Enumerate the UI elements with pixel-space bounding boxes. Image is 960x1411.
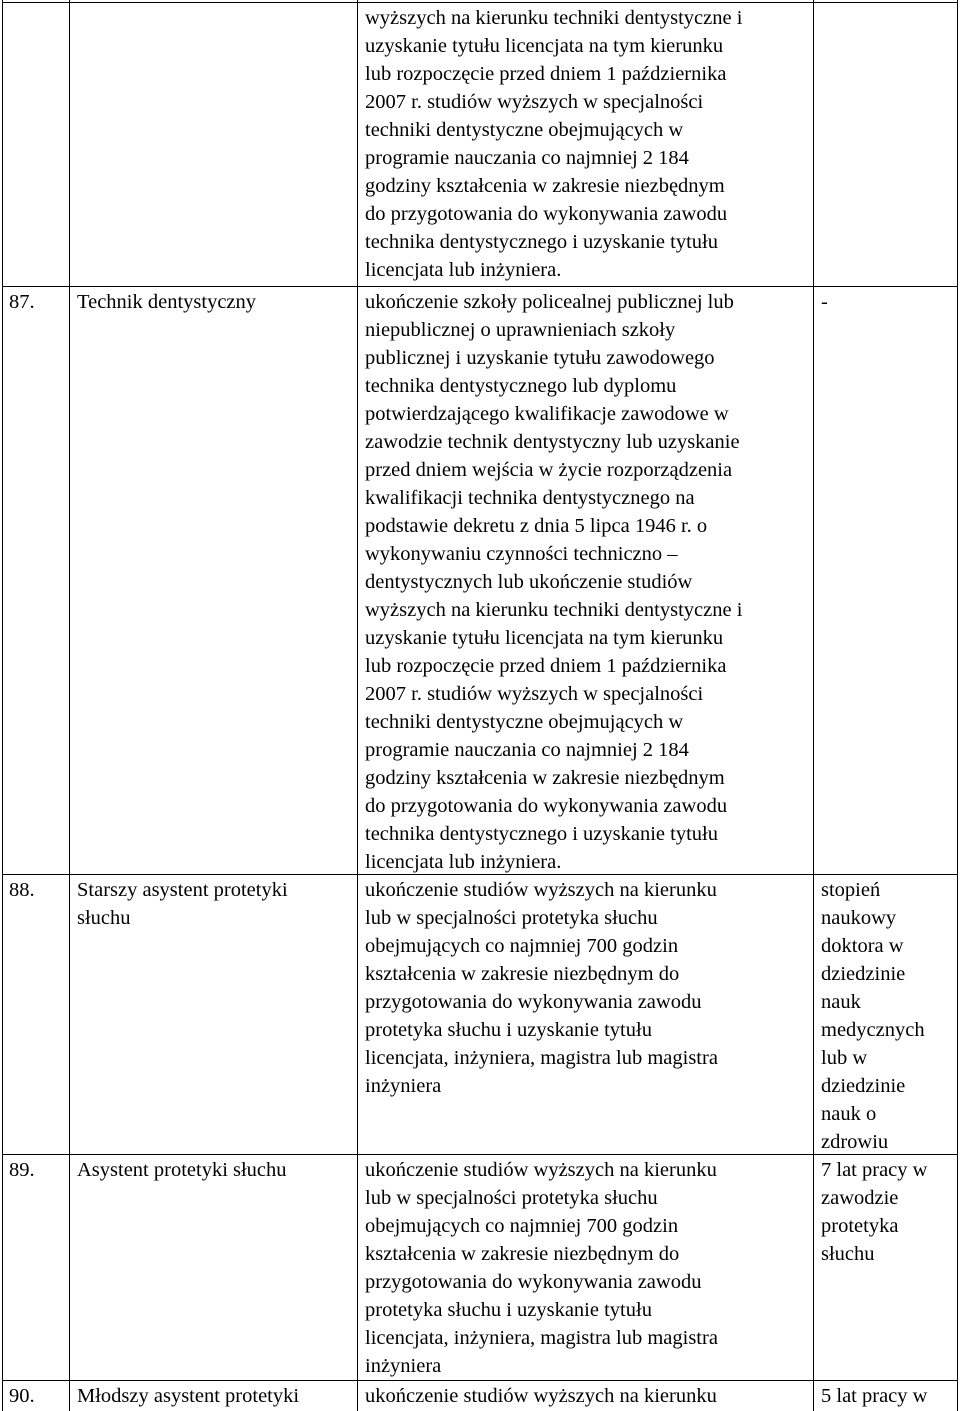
experience-cell: -: [821, 291, 828, 313]
requirements-cell: ukończenie studiów wyższych na kierunku: [365, 1385, 717, 1407]
position-name: Starszy asystent protetyki słuchu: [77, 879, 288, 929]
table-row-divider: [2, 1380, 958, 1381]
row-number: 87.: [9, 291, 35, 313]
requirements-cell: ukończenie studiów wyższych na kierunku lub w specjalności protetyka słuchu obejmujących co najmniej 700 godzin kształcenia w zakresie niezbędnym do przygotowania do wykonywania zawodu protetyka słuchu i uzyskanie tytułu licencjata, inżyniera, magistra lub magistra inżyniera: [365, 1159, 718, 1377]
row-number: 88.: [9, 879, 35, 901]
experience-cell: 7 lat pracy w zawodzie protetyka słuchu: [821, 1159, 928, 1265]
experience-cell: stopień naukowy doktora w dziedzinie nauk medycznych lub w dziedzinie nauk o zdrowiu: [821, 879, 925, 1153]
requirements-cell: ukończenie studiów wyższych na kierunku lub w specjalności protetyka słuchu obejmujących co najmniej 700 godzin kształcenia w zakresie niezbędnym do przygotowania do wykonywania zawodu protetyka słuchu i uzyskanie tytułu licencjata, inżyniera, magistra lub magistra inżyniera: [365, 879, 718, 1097]
table-row-divider: [2, 2, 958, 3]
table-column-divider: [357, 0, 358, 1411]
row-number: 90.: [9, 1385, 35, 1407]
position-name: Asystent protetyki słuchu: [77, 1159, 287, 1181]
requirements-cell: ukończenie szkoły policealnej publicznej lub niepublicznej o uprawnieniach szkoły publicznej i uzyskanie tytułu zawodowego technika dentystycznego lub dyplomu potwierdzającego kwalifikacje zawodowe w zawodzie technik dentystyczny lub uzyskanie przed dniem wejścia w życie rozporządzenia kwalifikacji technika dentystycznego na podstawie dekretu z dnia 5 lipca 1946 r. o wykonywaniu czynności techniczno – dentystycznych lub ukończenie studiów wyższych na kierunku techniki dentystyczne i uzyskanie tytułu licencjata na tym kierunku lub rozpoczęcie przed dniem 1 października 2007 r. studiów wyższych w specjalności techniki dentystyczne obejmujących w programie nauczania co najmniej 2 184 godziny kształcenia w zakresie niezbędnym do przygotowania do wykonywania zawodu technika dentystycznego i uzyskanie tytułu licencjata lub inżyniera.: [365, 291, 743, 873]
table-row-divider: [2, 1154, 958, 1155]
table-border-left: [2, 0, 3, 1411]
table-border-right: [957, 0, 958, 1411]
table-row-divider: [2, 286, 958, 287]
row-number: 89.: [9, 1159, 35, 1181]
position-name: Młodszy asystent protetyki: [77, 1385, 300, 1407]
requirements-cell: wyższych na kierunku techniki dentystyczne i uzyskanie tytułu licencjata na tym kierunku lub rozpoczęcie przed dniem 1 października 2007 r. studiów wyższych w specjalności techniki dentystyczne obejmujących w programie nauczania co najmniej 2 184 godziny kształcenia w zakresie niezbędnym do przygotowania do wykonywania zawodu technika dentystycznego i uzyskanie tytułu licencjata lub inżyniera.: [365, 7, 743, 281]
table-column-divider: [69, 0, 70, 1411]
position-name: Technik dentystyczny: [77, 291, 257, 313]
experience-cell: 5 lat pracy w: [821, 1385, 928, 1407]
